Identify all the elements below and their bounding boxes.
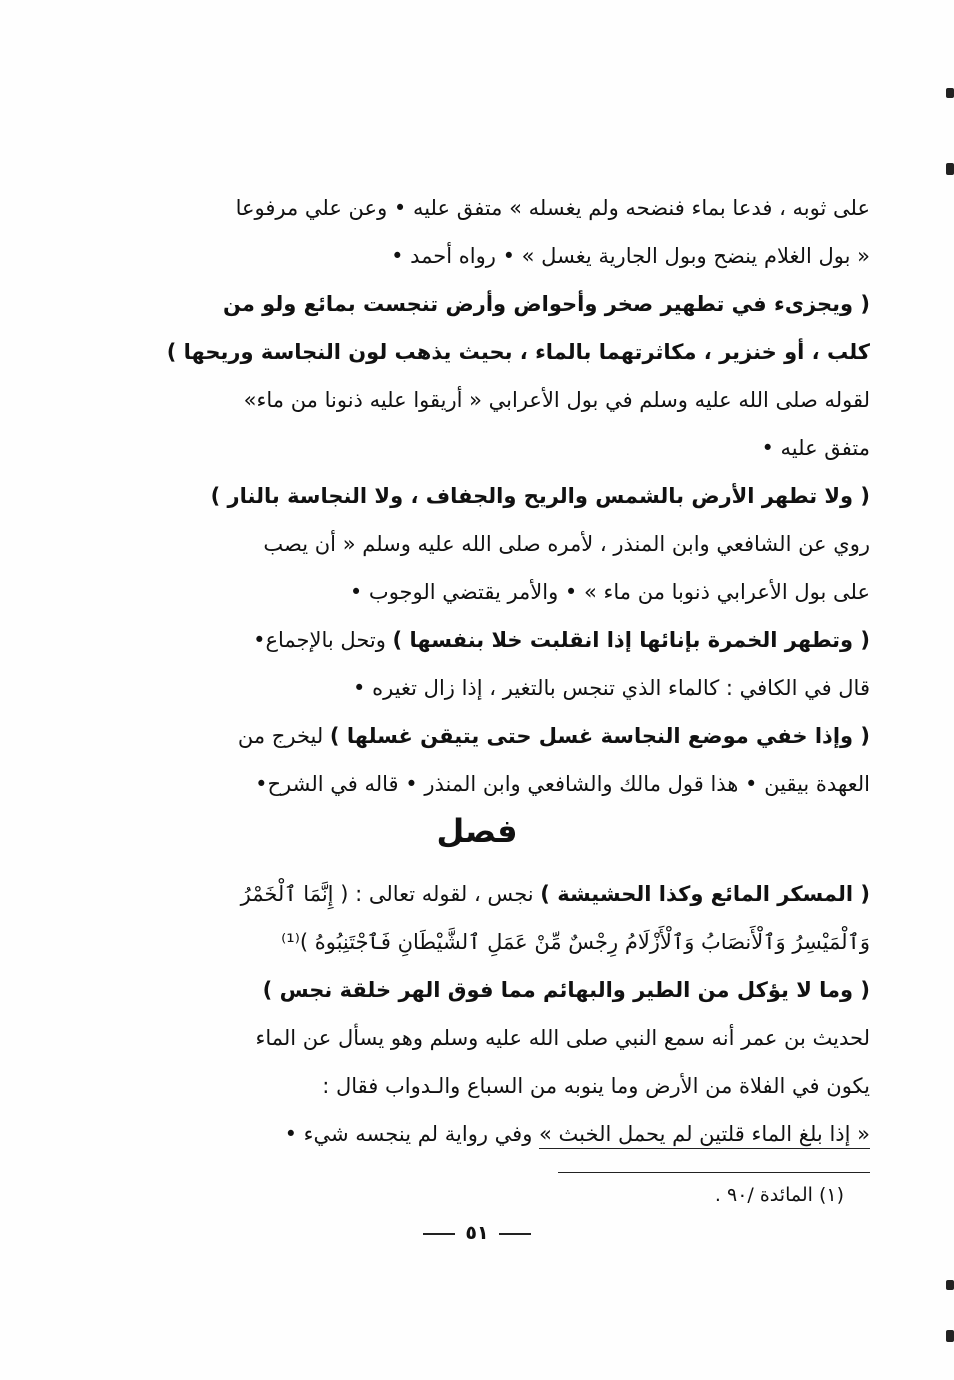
text-line: يكون في الفلاة من الأرض وما ينوبه من السباع والـدواب فقال : bbox=[322, 1074, 870, 1098]
text-line-bold: ( وما لا يؤكل من الطير والبهائم مما فوق الهر خلقة نجس ) bbox=[262, 978, 870, 1002]
footnote-divider bbox=[558, 1172, 870, 1173]
section-heading: فصل bbox=[436, 812, 518, 850]
text-line-bold: ( ولا تطهر الأرض بالشمس والريح والجفاف ، ولا النجاسة بالنار ) bbox=[210, 484, 870, 508]
plain-phrase: وفي رواية لم ينجسه شيء • bbox=[284, 1122, 533, 1146]
text-line-bold: ( ويجزىء في تطهير صخر وأحواض وأرض تنجست بمائع ولو من bbox=[222, 292, 870, 316]
page-number bbox=[0, 1222, 954, 1244]
page-number-value: ٥١ bbox=[465, 1222, 489, 1244]
plain-phrase: وتحل بالإجماع• bbox=[253, 628, 386, 652]
quran-verse-line: وَٱلْمَيْسِرُ وَٱلْأَنصَابُ وَٱلْأَزْلَامُ رِجْسٌ مِّنْ عَمَلِ ٱلشَّيْطَانِ فَٱجْتَنِبُوهُ )⁽¹⁾ bbox=[281, 930, 870, 954]
bold-phrase: ( وتطهر الخمرة بإنائها إذا انقلبت خلا بنفسها ) bbox=[392, 628, 870, 652]
page-number-dash bbox=[423, 1233, 455, 1235]
text-line bbox=[230, 712, 870, 760]
page-number-dash bbox=[499, 1233, 531, 1235]
margin-mark bbox=[946, 1330, 954, 1342]
text-line: لقوله صلى الله عليه وسلم في بول الأعرابي « أريقوا عليه ذنونا من ماء» bbox=[243, 388, 870, 412]
margin-mark bbox=[946, 163, 954, 175]
text-line: على ثوبه ، فدعا بماء فنضحه ولم يغسله » متفق عليه • وعن علي مرفوعا bbox=[235, 196, 870, 220]
text-line: على بول الأعرابي ذنوبا من ماء » • والأمر يقتضي الوجوب • bbox=[349, 580, 870, 604]
text-line: العهدة بيقين • هذا قول مالك والشافعي وابن المنذر • قاله في الشرح• bbox=[255, 772, 870, 796]
text-line: لحديث بن عمر أنه سمع النبي صلى الله عليه وسلم وهو يسأل عن الماء bbox=[255, 1026, 870, 1050]
hadith-quote: « إذا بلغ الماء قلتين لم يحمل الخبث » bbox=[539, 1122, 870, 1149]
text-line: قال في الكافي : كالماء الذي تنجس بالتغير ، إذا زال تغيره • bbox=[353, 676, 870, 700]
text-line bbox=[230, 870, 870, 918]
bold-phrase: ( وإذا خفي موضع النجاسة غسل حتى يتيقن غسلها ) bbox=[329, 724, 870, 748]
text-line-bold: كلب ، أو خنزير ، مكاثرتهما بالماء ، بحيث يذهب لون النجاسة وريحها ) bbox=[166, 340, 870, 364]
margin-mark bbox=[946, 1280, 954, 1290]
plain-phrase: نجس ، لقوله تعالى : ( إِنَّمَا ٱلْخَمْرُ bbox=[240, 882, 534, 906]
footnote: (١) المائدة /٩٠ . bbox=[714, 1184, 844, 1206]
body-text-lower bbox=[230, 870, 870, 1158]
text-line: روي عن الشافعي وابن المنذر ، لأمره صلى الله عليه وسلم « أن يصب bbox=[263, 532, 870, 556]
text-line bbox=[230, 616, 870, 664]
text-line: متفق عليه • bbox=[761, 436, 870, 460]
bold-phrase: ( المسكر المائع وكذا الحشيشة ) bbox=[540, 882, 870, 906]
margin-mark bbox=[946, 88, 954, 98]
text-line bbox=[230, 1110, 870, 1158]
plain-phrase: ليخرج من bbox=[237, 724, 324, 748]
body-text-upper bbox=[166, 184, 870, 808]
text-line: « بول الغلام ينضح وبول الجارية يغسل » • رواه أحمد • bbox=[391, 244, 870, 268]
